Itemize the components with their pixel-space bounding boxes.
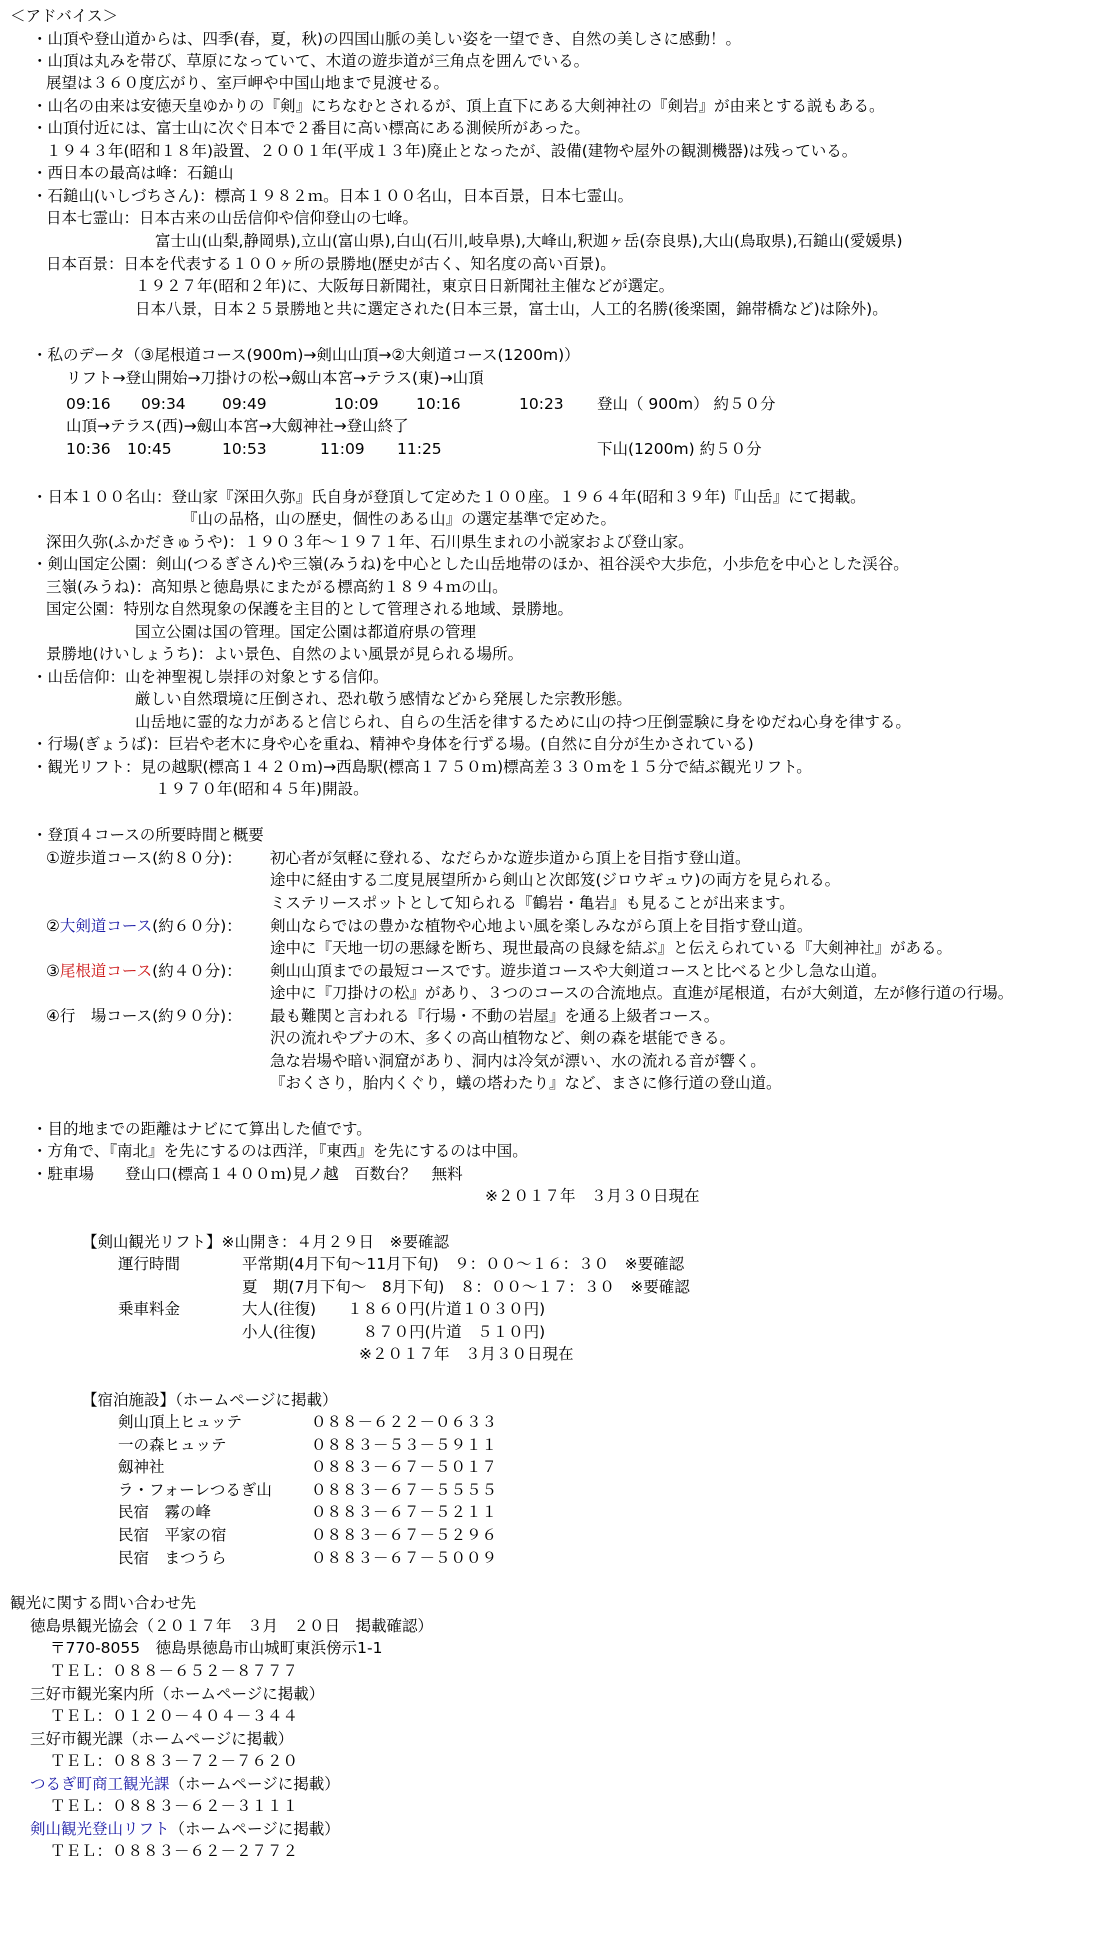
- lodging-tel: ０８８－６２２－０６３３: [311, 1413, 498, 1431]
- advice-line: １９２７年(昭和２年)に、大阪毎日新聞社，東京日日新聞社主催などが選定。: [135, 277, 675, 295]
- contact-org-note: （ホームページに掲載）: [169, 1775, 340, 1793]
- note-line: 国立公園は国の管理。国定公園は都道府県の管理: [135, 623, 477, 641]
- lodging-tel: ０８８３－６７－５２１１: [311, 1503, 498, 1521]
- course-line: 最も難関と言われる『行場・不動の岩屋』を通る上級者コース。: [270, 1007, 720, 1025]
- advice-line: １９４３年(昭和１８年)設置、２００１年(平成１３年)廃止となったが、設備(建物や屋外の観測機器)は残っている。: [46, 142, 858, 160]
- advice-line: 富士山(山梨,静岡県),立山(富山県),白山(石川,岐阜県),大峰山,釈迦ヶ岳(奈良県),大山(鳥取県),石鎚山(愛媛県): [155, 232, 903, 250]
- lift-hours-label: 運行時間: [118, 1255, 181, 1273]
- course-line: 剣山山頂までの最短コースです。遊歩道コースや大剣道コースと比べると少し急な山道。: [270, 962, 887, 980]
- contact-tel: ＴＥＬ：０８８３－６２－３１１１: [50, 1797, 299, 1815]
- course-3-prefix: ③: [46, 962, 60, 980]
- advice-line: ・山頂や登山道からは、四季(春，夏，秋)の四国山脈の美しい姿を一望でき、自然の美しさに感動！。: [32, 30, 741, 48]
- contact-title: 観光に関する問い合わせ先: [10, 1594, 197, 1612]
- note-line: ・行場(ぎょうば)：巨岩や老木に身や心を重ね、精神や身体を行ずる場。(自然に自分が生かされている): [32, 735, 754, 753]
- contact-org: 三好市観光課（ホームページに掲載）: [30, 1730, 294, 1748]
- contact-org: 徳島県観光協会（２０１７年 ３月 ２０日 掲載確認）: [30, 1617, 434, 1635]
- note-line: 山岳地に霊的な力があると信じられ、自らの生活を律するために山の持つ圧倒霊験に身をゆだね心身を律する。: [135, 713, 911, 731]
- lift-fare: 大人(往復) １８６０円(片道１０３０円): [242, 1300, 546, 1318]
- contact-tel: ＴＥＬ：０８８－６５２－８７７７: [50, 1662, 299, 1680]
- contact-org: 三好市観光案内所（ホームページに掲載）: [30, 1685, 325, 1703]
- lodging-tel: ０８８３－６７－５２９６: [311, 1526, 498, 1544]
- mydata-time: 10:45: [127, 440, 172, 458]
- lift-title: 【剣山観光リフト】※山開き：４月２９日 ※要確認: [82, 1233, 449, 1251]
- mydata-title: ・私のデータ（③尾根道コース(900m)→剣山山頂→②大剣道コース(1200m)）: [32, 346, 580, 364]
- course-line: ミステリースポットとして知られる『鶴岩・亀岩』も見ることが出来ます。: [270, 894, 795, 912]
- note-line: ・剣山国定公園：剣山(つるぎさん)や三嶺(みうね)を中心とした山岳地帯のほか、祖谷渓や大歩危，小歩危を中心とした渓谷。: [32, 555, 909, 573]
- advice-line: 日本八景，日本２５景勝地と共に選定された(日本三景，富士山，人工的名勝(後楽園，錦帯橋など)は除外)。: [135, 300, 888, 318]
- mydata-time: 10:36: [66, 440, 111, 458]
- contact-org: [30, 1819, 340, 1839]
- lodging-tel: ０８８３－５３－５９１１: [311, 1436, 498, 1454]
- advice-line: ・山頂付近には、富士山に次ぐ日本で２番目に高い標高にある測候所があった。: [32, 119, 590, 137]
- lift-hours: 夏 期(7月下旬～ 8月下旬) ８：００～１７：３０ ※要確認: [242, 1278, 690, 1296]
- mydata-time: 10:23: [519, 395, 564, 413]
- courses-title: ・登頂４コースの所要時間と概要: [32, 826, 264, 844]
- contact-tel: ＴＥＬ：０８８３－６２－２７７２: [50, 1842, 299, 1860]
- course-3-label: [46, 961, 242, 981]
- mydata-summary-up: 登山（ 900m） 約５０分: [597, 395, 776, 413]
- parking-line: ・駐車場 登山口(標高１４００ｍ)見ノ越 百数台？ 無料: [32, 1165, 463, 1183]
- lodging-tel: ０８８３－６７－５５５５: [311, 1481, 498, 1499]
- course-line: 途中に『天地一切の悪縁を断ち、現世最高の良縁を結ぶ』と伝えられている『大剣神社』がある。: [270, 939, 953, 957]
- advice-line: ・西日本の最高は峰：石鎚山: [32, 164, 234, 182]
- course-line: 沢の流れやブナの木、多くの高山植物など、剣の森を堪能できる。: [270, 1029, 736, 1047]
- advice-line: 日本百景：日本を代表する１００ヶ所の景勝地(歴史が古く、知名度の高い百景)。: [46, 255, 616, 273]
- mydata-time: 11:25: [397, 440, 442, 458]
- course-3-name: 尾根道コース: [59, 962, 153, 980]
- note-line: 『山の品格，山の歴史，個性のある山』の選定基準で定めた。: [182, 510, 617, 528]
- course-line: 急な岩場や暗い洞窟があり、洞内は冷気が漂い、水の流れる音が響く。: [270, 1052, 766, 1070]
- course-2-prefix: ②: [46, 917, 60, 935]
- advice-line: ・山名の由来は安徳天皇ゆかりの『剣』にちなむとされるが、頂上直下にある大剣神社の『剣岩』が由来とする説もある。: [32, 97, 885, 115]
- contact-address: 〒770-8055 徳島県徳島市山城町東浜傍示1-1: [50, 1639, 383, 1657]
- mydata-time: 10:16: [416, 395, 461, 413]
- note-line: 景勝地(けいしょうち)：よい景色、自然のよい風景が見られる場所。: [46, 645, 524, 663]
- contact-link-tsurugi-lift[interactable]: 剣山観光登山リフト: [30, 1820, 170, 1838]
- lift-hours: 平常期(4月下旬～11月下旬) ９：００～１６：３０ ※要確認: [242, 1255, 685, 1273]
- contact-tel: ＴＥＬ：０８８３－７２－７６２０: [50, 1752, 299, 1770]
- lodging-name: 剣山頂上ヒュッテ: [118, 1413, 243, 1431]
- note-line: 厳しい自然環境に圧倒され、恐れ敬う感情などから発展した宗教形態。: [135, 690, 632, 708]
- contact-org-note: （ホームページに掲載）: [169, 1820, 340, 1838]
- advice-header: ＜アドバイス＞: [10, 7, 119, 25]
- note-line: 三嶺(みうね)：高知県と徳島県にまたがる標高約１８９４ｍの山。: [46, 578, 508, 596]
- note-line: ・観光リフト：見の越駅(標高１４２０ｍ)→西島駅(標高１７５０ｍ)標高差３３０ｍを１５分で結ぶ観光リフト。: [32, 758, 812, 776]
- mydata-time: 10:09: [334, 395, 379, 413]
- lodging-name: 民宿 平家の宿: [118, 1526, 227, 1544]
- mydata-time: 11:09: [320, 440, 365, 458]
- course-2-label: [46, 916, 242, 936]
- lodging-name: 民宿 霧の峰: [118, 1503, 212, 1521]
- mydata-time: 09:16: [66, 395, 111, 413]
- lodging-name: ラ・フォーレつるぎ山: [118, 1481, 272, 1499]
- lift-fare: 小人(往復) ８７０円(片道 ５１０円): [242, 1323, 546, 1341]
- course-line: 剣山ならではの豊かな植物や心地よい風を楽しみながら頂上を目指す登山道。: [270, 917, 813, 935]
- advice-line: 展望は３６０度広がり、室戸岬や中国山地まで見渡せる。: [46, 74, 450, 92]
- mydata-summary-down: 下山(1200m) 約５０分: [597, 440, 762, 458]
- note-line: ・山岳信仰：山を神聖視し崇拝の対象とする信仰。: [32, 668, 389, 686]
- lift-fare-label: 乗車料金: [118, 1300, 181, 1318]
- note-line: 深田久弥(ふかだきゅうや)：１９０３年～１９７１年、石川県生まれの小説家および登山家。: [46, 533, 694, 551]
- course-line: 『おくさり，胎内くぐり，蟻の塔わたり』など、まさに修行道の登山道。: [270, 1074, 782, 1092]
- course-2-name: 大剣道コース: [59, 917, 153, 935]
- mydata-time: 09:49: [222, 395, 267, 413]
- date-note: ※２０１７年 ３月３０日現在: [359, 1345, 574, 1363]
- lodging-tel: ０８８３－６７－５０１７: [311, 1458, 498, 1476]
- mydata-time: 10:53: [222, 440, 267, 458]
- note-line: ・日本１００名山：登山家『深田久弥』氏自身が登頂して定めた１００座。１９６４年(昭和３９年)『山岳』にて掲載。: [32, 488, 866, 506]
- advice-line: ・石鎚山(いしづちさん)：標高１９８２ｍ。日本１００名山，日本百景，日本七霊山。: [32, 187, 634, 205]
- course-line: 途中に『刀掛けの松』があり、３つのコースの合流地点。直進が尾根道，右が大剣道，左が修行道の行場。: [270, 984, 1014, 1002]
- lodging-name: 一の森ヒュッテ: [118, 1436, 227, 1454]
- lodging-title: 【宿泊施設】（ホームページに掲載）: [82, 1391, 338, 1409]
- lodging-name: 民宿 まつうら: [118, 1549, 227, 1567]
- course-4-label: ④行 場コース(約９０分)：: [46, 1007, 242, 1025]
- course-3-duration: (約４０分)：: [152, 962, 242, 980]
- note-line: 国定公園：特別な自然現象の保護を主目的として管理される地域、景勝地。: [46, 600, 574, 618]
- contact-org: [30, 1774, 340, 1794]
- mydata-time: 09:34: [141, 395, 186, 413]
- misc-line: ・目的地までの距離はナビにて算出した値です。: [32, 1120, 372, 1138]
- lodging-tel: ０８８３－６７－５００９: [311, 1549, 498, 1567]
- course-line: 初心者が気軽に登れる、なだらかな遊歩道から頂上を目指す登山道。: [270, 849, 751, 867]
- course-2-duration: (約６０分)：: [152, 917, 242, 935]
- lodging-name: 劔神社: [118, 1458, 165, 1476]
- advice-line: 日本七霊山：日本古来の山岳信仰や信仰登山の七峰。: [46, 209, 419, 227]
- misc-line: ・方角で、『南北』を先にするのは西洋，『東西』を先にするのは中国。: [32, 1142, 528, 1160]
- course-1-label: ①遊歩道コース(約８０分)：: [46, 849, 242, 867]
- contact-link-tsurugi-town[interactable]: つるぎ町商工観光課: [30, 1775, 170, 1793]
- mydata-route-down: 山頂→テラス(西)→劔山本宮→大劔神社→登山終了: [66, 417, 409, 435]
- note-line: １９７０年(昭和４５年)開設。: [155, 780, 369, 798]
- course-line: 途中に経由する二度見展望所から剣山と次郎笈(ジロウギュウ)の両方を見られる。: [270, 871, 841, 889]
- advice-line: ・山頂は丸みを帯び、草原になっていて、木道の遊歩道が三角点を囲んでいる。: [32, 52, 590, 70]
- date-note: ※２０１７年 ３月３０日現在: [485, 1187, 700, 1205]
- contact-tel: ＴＥＬ：０１２０－４０４－３４４: [50, 1707, 299, 1725]
- mydata-route-up: リフト→登山開始→刀掛けの松→劔山本宮→テラス(東)→山頂: [66, 369, 484, 387]
